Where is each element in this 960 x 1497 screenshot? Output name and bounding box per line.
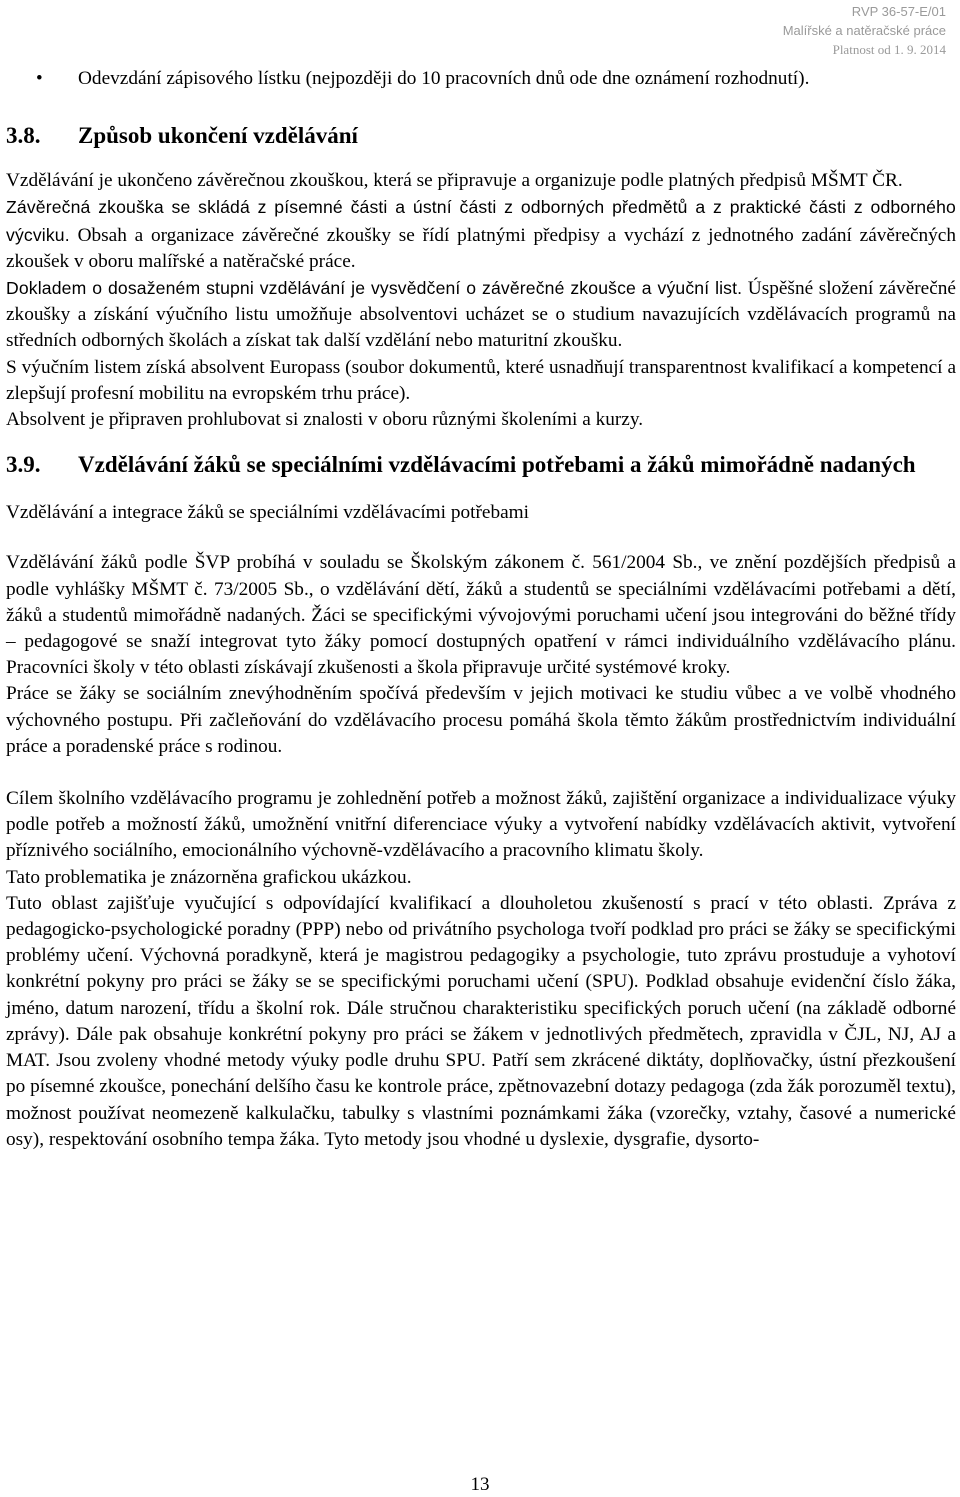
section-number: 3.9. [6, 452, 41, 478]
paragraph: Vzdělávání je ukončeno závěrečnou zkouškou, která se připravuje a organizuje podle platných předpisů MŠMT ČR. [6, 170, 903, 192]
paragraph: Vzdělávání žáků podle ŠVP probíhá v souladu se Školským zákonem č. 561/2004 Sb., ve znění pozdějších předpisů a podle vyhlášky MŠMT č. 73/2005 Sb., o vzdělávání dětí, žáků a studentů se speciálními vzdělávacími potřebami a dětí, žáků a studentů mimořádně nadaných. Žáci se specifickými vývojovými poruchami učení jsou integrováni do běžné třídy – pedagogové se snaží integrovat tyto žáky pomocí dostupných opatření v rámci individuálního vzdělávacího plánu. Pracovníci školy v této oblasti získávají zkušenosti a škola připravuje určité systémové kroky. [6, 552, 956, 679]
paragraph: Cílem školního vzdělávacího programu je zohlednění potřeb a možnost žáků, zajištění organizace a individualizace výuky podle potřeb a možností žáků, umožnění vnitřní diferenciace výuky a vytvoření nabídky vzdělávacích aktivit, vytvoření příznivého sociálního, emocionálního výchovně-vzdělávacího a pracovního klimatu školy. [6, 788, 956, 862]
section-number: 3.8. [6, 123, 41, 149]
paragraph: Absolvent je připraven prohlubovat si znalosti v oboru různými školeními a kurzy. [6, 409, 644, 431]
header-document-code: RVP 36-57-E/01 [851, 4, 946, 19]
section-title: Způsob ukončení vzdělávání [78, 123, 358, 149]
bullet-dot-icon: • [36, 68, 43, 89]
header-validity: Platnost od 1. 9. 2014 [832, 42, 946, 57]
paragraph-serif-part: Obsah a organizace závěrečné zkoušky se řídí platnými předpisy a vychází z jednotného zadání závěrečných zkoušek v oboru malířské a natěračské práce. [6, 224, 956, 272]
paragraph: Tuto oblast zajišťuje vyučující s odpovídající kvalifikací a dlouholetou zkušeností s prací v této oblasti. Zpráva z pedagogicko-psychologické poradny (PPP) nebo od privátního psychologa tvoří podklad pro práci se žáky se specifickými problémy učení. Výchovná poradkyně, která je magistrou pedagogiky a psychologie, tuto zprávu prostuduje a vyhotoví konkrétní pokyny pro práci se žáky se se specifickými poruchami učení (SPU). Podklad obsahuje evidenční číslo žáka, jméno, datum narození, třídu a školní rok. Dále stručnou charakteristiku specifických poruch učení (na základě odborné zprávy). Dále pak obsahuje konkrétní pokyny pro práci se žákem v jednotlivých předmětech, zpravidla v ČJL, NJ, AJ a MAT. Jsou zvoleny vhodné metody výuky podle druhu SPU. Patří sem zkrácené diktáty, doplňovačky, ústní přezkoušení po písemné zkoušce, ponechání delšího času ke kontrole práce, zpětnovazební dotazy pedagoga (zda žák porozuměl textu), možnost používat neomezeně kalkulačku, tabulky s vlastními poznámkami žáka (vzorečky, vztahy, časové a numerické osy), respektování osobního tempa žáka. Tyto metody jsou vhodné u dyslexie, dysgrafie, dysorto- [6, 892, 956, 1150]
page-number: 13 [470, 1474, 490, 1495]
paragraph: Tato problematika je znázorněna grafickou ukázkou. [6, 866, 412, 888]
paragraph: Práce se žáky se sociálním znevýhodněním spočívá především v jejich motivaci ke studiu vůbec a ve volbě vhodného výchovného postupu. Při začleňování do vzdělávacího procesu pomáhá škola těmto žákům prostřednictvím individuální práce a poradenské práce s rodinou. [6, 683, 956, 757]
header-program-name: Malířské a natěračské práce [782, 23, 946, 38]
subheading: Vzdělávání a integrace žáků se speciálními vzdělávacími potřebami [6, 502, 530, 524]
page-content [6, 66, 956, 1153]
bullet-text: Odevzdání zápisového lístku (nejpozději do 10 pracovních dnů ode dne oznámení rozhodnutí). [78, 68, 810, 89]
page-header [783, 2, 946, 59]
paragraph [6, 275, 956, 355]
section-heading-3-8 [6, 121, 956, 151]
section-heading-3-9 [6, 450, 956, 480]
bullet-item [6, 66, 956, 92]
paragraph-sans-part: Závěrečná zkouška se skládá z písemné části a ústní části z odborných předmětů a z praktické části z odborného výcviku. [6, 197, 956, 245]
paragraph-sans-part: Dokladem o dosaženém stupni vzdělávání je vysvědčení o závěrečné zkoušce a výuční list. [6, 278, 743, 299]
paragraph-serif-part: Úspěšné složení závěrečné zkoušky a získání výučního listu umožňuje absolventovi ucházet se o studium navazujících vzdělávacích programů na středních odborných školách a získat tak další vzdělání nebo maturitní zkoušku. [6, 278, 956, 352]
section-title: Vzdělávání žáků se speciálními vzdělávacími potřebami a žáků mimořádně nadaných [78, 452, 916, 478]
paragraph: S výučním listem získá absolvent Europass (soubor dokumentů, které usnadňují transparentnost kvalifikací a kompetencí a zlepšují profesní mobilitu na evropském trhu práce). [6, 356, 956, 404]
paragraph [6, 194, 956, 275]
